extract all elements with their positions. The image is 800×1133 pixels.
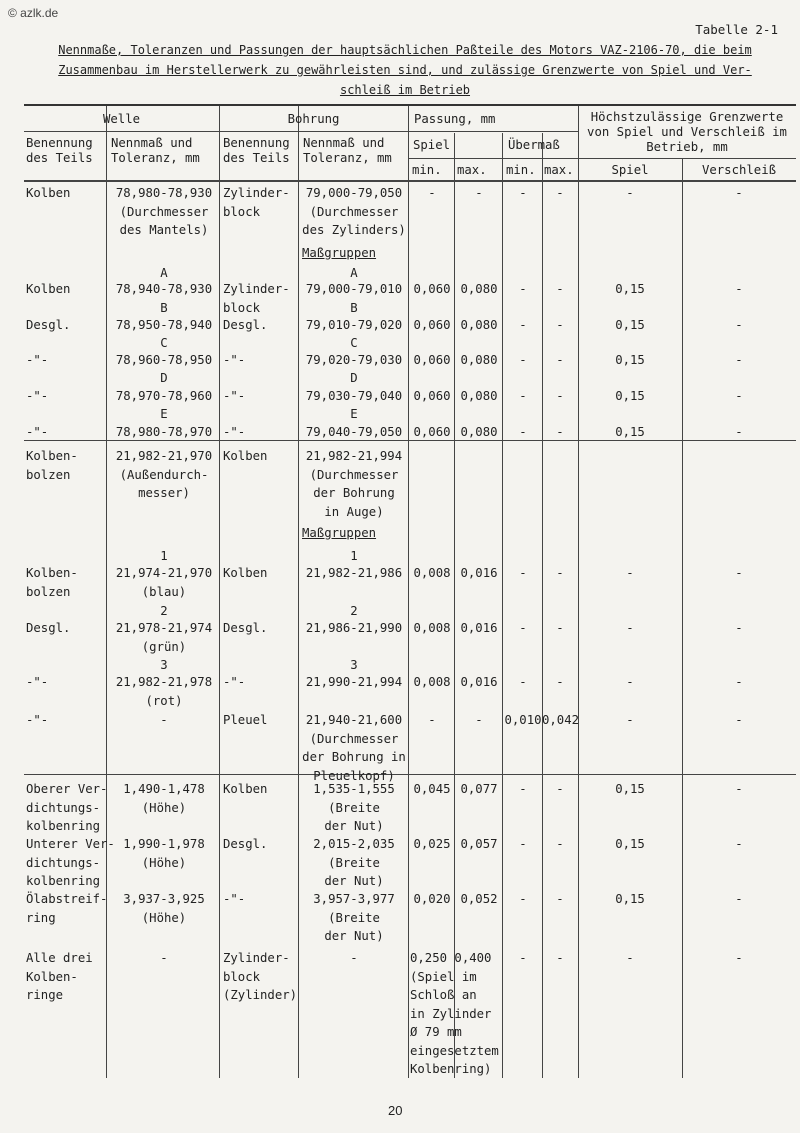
cell-ve: - bbox=[735, 621, 743, 635]
cell-smin: 0,060 bbox=[413, 282, 451, 296]
cell-sp: 0,15 bbox=[615, 892, 645, 906]
header-verschleiss: Verschleiß bbox=[701, 163, 777, 177]
cell-smax: 0,077 bbox=[460, 782, 498, 796]
cell-bm: 3,957-3,977 (Breite der Nut) bbox=[313, 892, 395, 943]
cell-wn: -"- bbox=[26, 353, 49, 367]
cell-bm: A bbox=[350, 266, 358, 280]
cell-smax: 0,080 bbox=[460, 389, 498, 403]
cell-smax: 0,057 bbox=[460, 837, 498, 851]
cell-bm: C bbox=[350, 336, 358, 350]
cell-ve: - bbox=[735, 186, 743, 200]
cell-umax: - bbox=[556, 186, 564, 200]
cell-bm: - bbox=[350, 951, 358, 965]
cell-sp: 0,15 bbox=[615, 425, 645, 439]
column-divider bbox=[408, 106, 409, 1078]
cell-umin: - bbox=[519, 353, 527, 367]
cell-wm: - bbox=[160, 713, 168, 727]
cell-umin: - bbox=[519, 675, 527, 689]
cell-wm: C bbox=[160, 336, 168, 350]
cell-bn: Pleuel bbox=[223, 713, 268, 727]
cell-wm: 78,980-78,930 (Durchmesser des Mantels) bbox=[115, 186, 213, 237]
cell-wn: -"- bbox=[26, 675, 49, 689]
cell-bn: Kolben bbox=[223, 782, 268, 796]
cell-bn: -"- bbox=[223, 892, 246, 906]
cell-bm: 79,020-79,030 bbox=[305, 353, 403, 367]
header-divider bbox=[408, 158, 796, 159]
cell-smin: 0,008 bbox=[413, 566, 451, 580]
cell-smax: 0,016 bbox=[460, 566, 498, 580]
cell-sp: 0,15 bbox=[615, 318, 645, 332]
cell-smin: 0,060 bbox=[413, 318, 451, 332]
cell-umin: - bbox=[519, 389, 527, 403]
cell-sp: - bbox=[626, 713, 634, 727]
cell-bn: Kolben bbox=[223, 566, 268, 580]
cell-wm: 78,970-78,960 bbox=[115, 389, 213, 403]
document-title bbox=[40, 40, 770, 100]
column-divider bbox=[542, 133, 543, 1078]
cell-wm: 78,960-78,950 bbox=[115, 353, 213, 367]
column-divider bbox=[578, 106, 579, 1078]
cell-sp: - bbox=[626, 621, 634, 635]
cell-bm: 79,040-79,050 bbox=[305, 425, 403, 439]
cell-bm: 21,990-21,994 bbox=[305, 675, 403, 689]
watermark: © azlk.de bbox=[8, 6, 59, 20]
cell-wn: Kolben- bolzen bbox=[26, 449, 78, 482]
cell-bn: -"- bbox=[223, 425, 246, 439]
cell-bm: 1 bbox=[350, 549, 358, 563]
cell-wm: 2 bbox=[160, 604, 168, 618]
cell-wm: 78,980-78,970 bbox=[115, 425, 213, 439]
cell-wm: 3,937-3,925 (Höhe) bbox=[123, 892, 205, 925]
cell-bm: 79,010-79,020 bbox=[305, 318, 403, 332]
header-welle: Welle bbox=[102, 112, 141, 126]
cell-umin: - bbox=[519, 318, 527, 332]
cell-bn: Zylinder- block (Zylinder) bbox=[223, 951, 298, 1002]
cell-wm: 78,950-78,940 bbox=[115, 318, 213, 332]
cell-ve: - bbox=[735, 282, 743, 296]
cell-bn: -"- bbox=[223, 353, 246, 367]
cell-smax: 0,080 bbox=[460, 318, 498, 332]
header-passung: Passung, mm bbox=[414, 112, 496, 126]
page-number: 20 bbox=[388, 1103, 403, 1118]
cell-bn: -"- bbox=[223, 675, 246, 689]
cell-wm: B bbox=[160, 301, 168, 315]
header-benennung-welle: Benennung des Teils bbox=[26, 136, 93, 165]
cell-bm: 21,982-21,986 bbox=[305, 566, 403, 580]
cell-umin: - bbox=[519, 186, 527, 200]
cell-ve: - bbox=[735, 353, 743, 367]
cell-smax: 0,016 bbox=[460, 621, 498, 635]
cell-smax: - bbox=[475, 713, 483, 727]
cell-sp: - bbox=[626, 186, 634, 200]
header-max: max. bbox=[457, 163, 487, 177]
fits-table bbox=[24, 104, 796, 1078]
cell-bn: Zylinder- block bbox=[223, 186, 290, 219]
cell-wn: Kolben bbox=[26, 186, 71, 200]
cell-sp: 0,15 bbox=[615, 782, 645, 796]
cell-smin: 0,025 bbox=[413, 837, 451, 851]
header-hoechst: Höchstzulässige Grenzwerte von Spiel und Verschleiß im Betrieb, mm bbox=[587, 110, 787, 154]
column-divider bbox=[298, 106, 299, 1078]
cell-smin: 0,060 bbox=[413, 353, 451, 367]
cell-umin: - bbox=[519, 951, 527, 965]
column-divider bbox=[454, 133, 455, 1078]
cell-umin: - bbox=[519, 892, 527, 906]
cell-wn: Unterer Ver- dichtungs- kolbenring bbox=[26, 837, 115, 888]
cell-sp: 0,15 bbox=[615, 837, 645, 851]
cell-wm: 21,982-21,970 (Außendurch- messer) bbox=[115, 449, 213, 500]
cell-sp: - bbox=[626, 951, 634, 965]
cell-umax: 0,042 bbox=[542, 713, 580, 727]
cell-wm: 1 bbox=[160, 549, 168, 563]
cell-wm: D bbox=[160, 371, 168, 385]
cell-bm: 21,982-21,994 (Durchmesser der Bohrung in Auge) bbox=[305, 449, 403, 519]
cell-umax: - bbox=[556, 837, 564, 851]
cell-wn: -"- bbox=[26, 713, 49, 727]
cell-bm: 2 bbox=[350, 604, 358, 618]
cell-bm: 79,000-79,010 bbox=[305, 282, 403, 296]
cell-wm: 21,982-21,978 (rot) bbox=[115, 675, 213, 708]
cell-wn: Oberer Ver- dichtungs- kolbenring bbox=[26, 782, 108, 833]
cell-sp: 0,15 bbox=[615, 389, 645, 403]
cell-umax: - bbox=[556, 282, 564, 296]
cell-smin: - bbox=[428, 186, 436, 200]
cell-bn: Desgl. bbox=[223, 318, 268, 332]
cell-umax: - bbox=[556, 621, 564, 635]
cell-wn: Desgl. bbox=[26, 621, 71, 635]
cell-bm: 79,030-79,040 bbox=[305, 389, 403, 403]
cell-wm: 1,490-1,478 (Höhe) bbox=[123, 782, 205, 815]
cell-bn: Kolben bbox=[223, 449, 268, 463]
cell-ve: - bbox=[735, 425, 743, 439]
cell-ve: - bbox=[735, 837, 743, 851]
cell-bm: B bbox=[350, 301, 358, 315]
cell-umax: - bbox=[556, 318, 564, 332]
cell-smax: 0,080 bbox=[460, 282, 498, 296]
cell-wm: 1,990-1,978 (Höhe) bbox=[123, 837, 205, 870]
cell-bm: 79,000-79,050 (Durchmesser des Zylinders) bbox=[302, 186, 406, 237]
cell-smin: 0,008 bbox=[413, 675, 451, 689]
header-max: max. bbox=[544, 163, 574, 177]
cell-ve: - bbox=[735, 318, 743, 332]
cell-smin: 0,008 bbox=[413, 621, 451, 635]
cell-sp: 0,15 bbox=[615, 282, 645, 296]
cell-ve: - bbox=[735, 782, 743, 796]
header-benennung-bohrung: Benennung des Teils bbox=[223, 136, 290, 165]
cell-bm: 3 bbox=[350, 658, 358, 672]
cell-umax: - bbox=[556, 425, 564, 439]
cell-wn: -"- bbox=[26, 425, 49, 439]
header-min: min. bbox=[506, 163, 536, 177]
cell-bm: 21,986-21,990 bbox=[305, 621, 403, 635]
cell-wm: 21,978-21,974 (grün) bbox=[115, 621, 213, 654]
column-divider bbox=[502, 133, 503, 1078]
cell-bm: E bbox=[350, 407, 358, 421]
cell-wn: Ölabstreif- ring bbox=[26, 892, 108, 925]
massgruppen-label: Maßgruppen bbox=[302, 246, 377, 260]
header-spiel-betrieb: Spiel bbox=[611, 163, 649, 177]
cell-smin: 0,060 bbox=[413, 425, 451, 439]
cell-wm: A bbox=[160, 266, 168, 280]
cell-bn: -"- bbox=[223, 389, 246, 403]
cell-bn: Zylinder- block bbox=[223, 282, 290, 315]
cell-smin: 0,060 bbox=[413, 389, 451, 403]
cell-umin: - bbox=[519, 282, 527, 296]
title-line: Nennmaße, Toleranzen und Passungen der hauptsächlichen Paßteile des Motors VAZ-2106-70, die beim bbox=[58, 43, 752, 57]
row-divider bbox=[24, 774, 796, 775]
header-bohrung: Bohrung bbox=[287, 112, 340, 126]
cell-wn: -"- bbox=[26, 389, 49, 403]
header-divider bbox=[24, 131, 578, 132]
cell-wn: Kolben bbox=[26, 282, 71, 296]
header-nennmass-welle: Nennmaß und Toleranz, mm bbox=[111, 136, 200, 165]
cell-umin: - bbox=[519, 621, 527, 635]
cell-wn: Desgl. bbox=[26, 318, 71, 332]
cell-umax: - bbox=[556, 782, 564, 796]
header-uebermass: Übermaß bbox=[508, 138, 560, 152]
cell-wm: 78,940-78,930 bbox=[115, 282, 213, 296]
cell-ve: - bbox=[735, 713, 743, 727]
cell-umax: - bbox=[556, 389, 564, 403]
cell-bm: 2,015-2,035 (Breite der Nut) bbox=[313, 837, 395, 888]
cell-ve: - bbox=[735, 951, 743, 965]
massgruppen-label: Maßgruppen bbox=[302, 526, 377, 540]
cell-umin: - bbox=[519, 566, 527, 580]
cell-wn: Kolben- bolzen bbox=[26, 566, 78, 599]
cell-smax: 0,080 bbox=[460, 425, 498, 439]
cell-bm: D bbox=[350, 371, 358, 385]
cell-bm: 1,535-1,555 (Breite der Nut) bbox=[313, 782, 395, 833]
cell-bn: Desgl. bbox=[223, 837, 268, 851]
cell-umax: - bbox=[556, 951, 564, 965]
cell-ve: - bbox=[735, 566, 743, 580]
cell-smax: - bbox=[475, 186, 483, 200]
cell-bn: Desgl. bbox=[223, 621, 268, 635]
cell-umax: - bbox=[556, 566, 564, 580]
cell-sp: - bbox=[626, 675, 634, 689]
cell-smin: 0,020 bbox=[413, 892, 451, 906]
cell-smax: 0,052 bbox=[460, 892, 498, 906]
title-line: schleiß im Betrieb bbox=[339, 83, 471, 97]
column-divider bbox=[106, 106, 107, 1078]
header-spiel: Spiel bbox=[413, 138, 451, 152]
cell-smin: - bbox=[428, 713, 436, 727]
cell-ve: - bbox=[735, 892, 743, 906]
cell-smax: 0,016 bbox=[460, 675, 498, 689]
table-number: Tabelle 2-1 bbox=[695, 22, 778, 37]
cell-bm: 21,940-21,600 (Durchmesser der Bohrung in Pleuelkopf) bbox=[302, 713, 406, 783]
cell-spiel-note: 0,250 0,400 (Spiel im Schloß an in Zylinder Ø 79 mm eingesetztem Kolbenring) bbox=[410, 951, 499, 1076]
header-bottom-line bbox=[24, 180, 796, 182]
cell-smax: 0,080 bbox=[460, 353, 498, 367]
cell-umin: - bbox=[519, 837, 527, 851]
cell-ve: - bbox=[735, 389, 743, 403]
cell-wm: 21,974-21,970 (blau) bbox=[115, 566, 213, 599]
cell-sp: - bbox=[626, 566, 634, 580]
cell-wm: E bbox=[160, 407, 168, 421]
cell-umin: - bbox=[519, 782, 527, 796]
cell-umax: - bbox=[556, 353, 564, 367]
cell-smin: 0,045 bbox=[413, 782, 451, 796]
cell-umin: 0,010 bbox=[504, 713, 542, 727]
header-min: min. bbox=[412, 163, 442, 177]
cell-wn: Alle drei Kolben- ringe bbox=[26, 951, 93, 1002]
cell-umax: - bbox=[556, 892, 564, 906]
cell-umax: - bbox=[556, 675, 564, 689]
cell-ve: - bbox=[735, 675, 743, 689]
cell-umin: - bbox=[519, 425, 527, 439]
cell-wm: - bbox=[160, 951, 168, 965]
header-nennmass-bohrung: Nennmaß und Toleranz, mm bbox=[303, 136, 392, 165]
cell-wm: 3 bbox=[160, 658, 168, 672]
cell-sp: 0,15 bbox=[615, 353, 645, 367]
title-line: Zusammenbau im Herstellerwerk zu gewährleisten sind, und zulässige Grenzwerte von Spiel und Ver- bbox=[58, 63, 752, 77]
